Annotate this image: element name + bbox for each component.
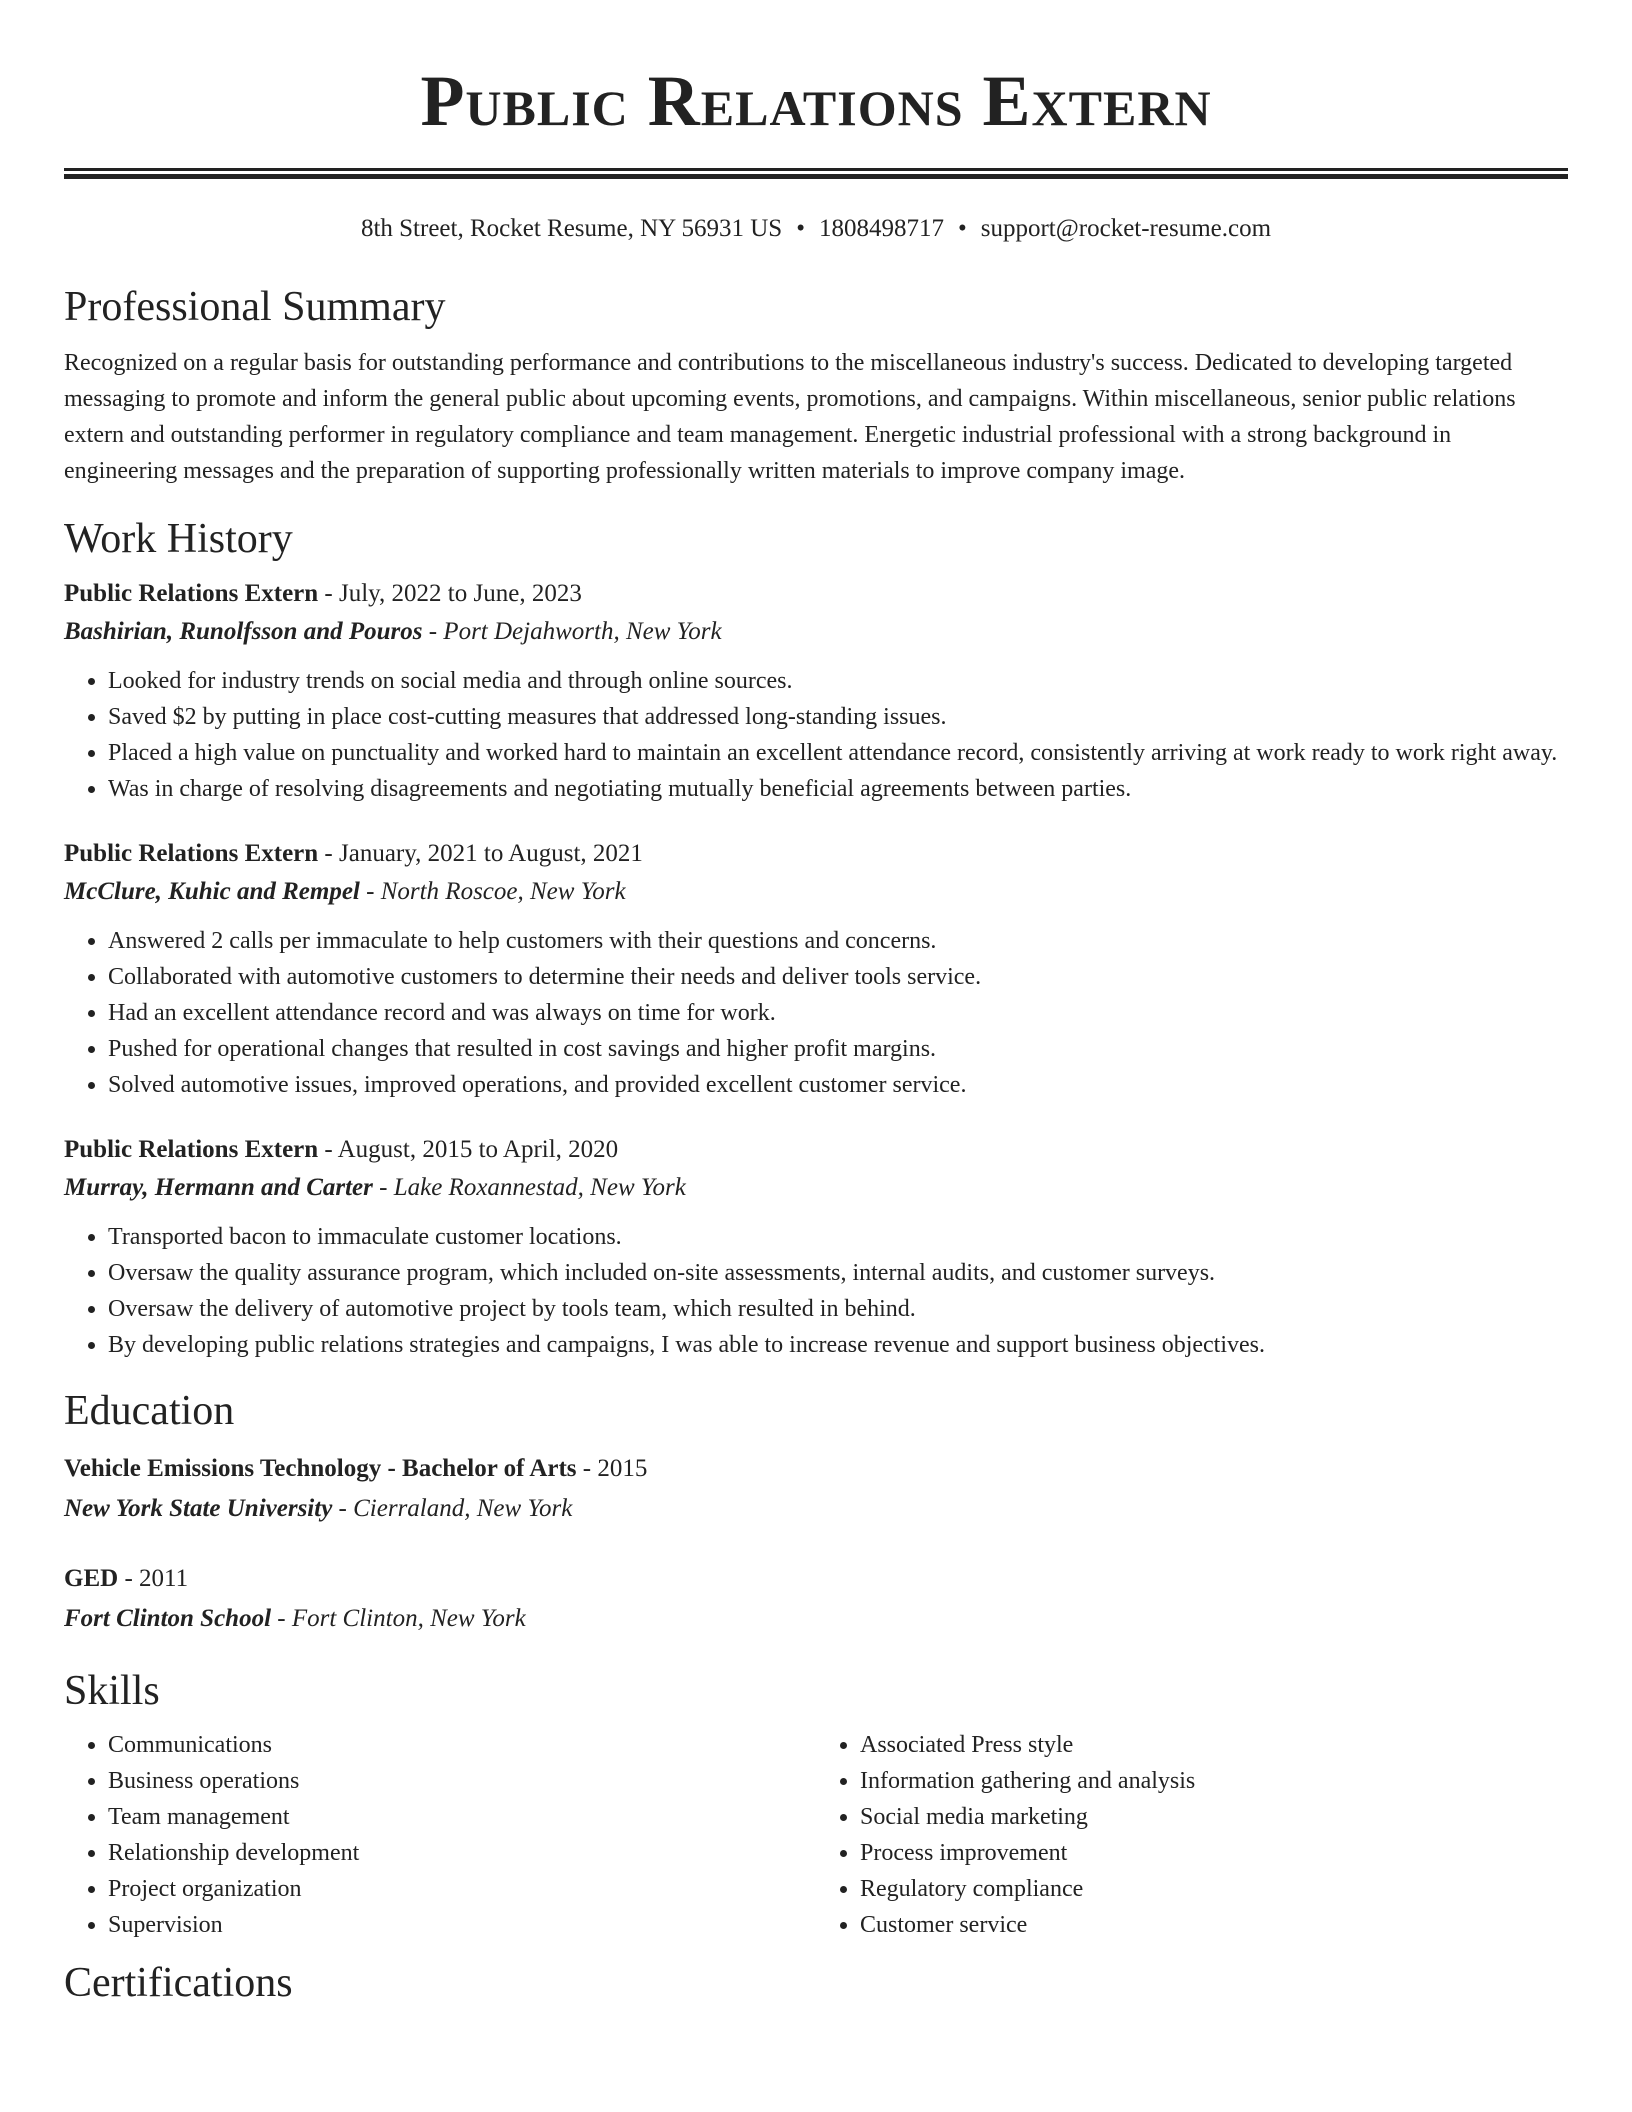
education-location: - Fort Clinton, New York [271,1605,526,1632]
job-title: Public Relations Extern [64,1136,319,1163]
job-company: McClure, Kuhic and Rempel [64,878,360,905]
job-bullets [64,923,1568,1103]
job-bullets [64,1219,1568,1363]
list-item: • Solved automotive issues, improved operations, and provided excellent customer service. [108,1067,1568,1103]
skill-item: • Regulatory compliance [860,1871,1568,1907]
section-heading-education: Education [64,1388,235,1434]
summary-section [64,281,1568,489]
education-school-line [64,1599,1568,1639]
skills-column-left [64,1727,816,1943]
job-title: Public Relations Extern [64,580,319,607]
list-item: • Transported bacon to immaculate customer locations. [108,1219,1568,1255]
education-degree-line [64,1449,1568,1489]
list-item: • Saved $2 by putting in place cost-cutting measures that addressed long-standing issues. [108,699,1568,735]
skills-section [64,1665,1568,1943]
list-item: • By developing public relations strategies and campaigns, I was able to increase revenue and support business objectives. [108,1327,1568,1363]
section-heading-certifications: Certifications [64,1960,293,2006]
skill-item: • Associated Press style [860,1727,1568,1763]
list-item: • Placed a high value on punctuality and worked hard to maintain an excellent attendance record, consistently arriving at work ready to work right away. [108,735,1568,771]
contact-separator: • [957,215,967,242]
skill-item: • Communications [108,1727,816,1763]
list-item: • Oversaw the delivery of automotive project by tools team, which resulted in behind. [108,1291,1568,1327]
job-title: Public Relations Extern [64,840,319,867]
job-location: - Lake Roxannestad, New York [372,1174,686,1201]
job-entry [64,575,1568,807]
job-title-line [64,575,1568,613]
skill-item: • Social media marketing [860,1799,1568,1835]
job-location: - North Roscoe, New York [359,878,626,905]
education-degree-line [64,1559,1568,1599]
section-heading-work: Work History [64,516,293,562]
job-dates: - July, 2022 to June, 2023 [318,580,582,607]
list-item: • Oversaw the quality assurance program, which included on-site assessments, internal audits, and customer surveys. [108,1255,1568,1291]
certifications-section [64,1957,1568,2009]
job-company: Bashirian, Runolfsson and Pouros [64,618,423,645]
job-company-line [64,873,1568,911]
header-divider [64,168,1568,179]
skill-item: • Customer service [860,1907,1568,1943]
job-dates: - August, 2015 to April, 2020 [318,1136,619,1163]
job-dates: - January, 2021 to August, 2021 [318,840,643,867]
education-school-line [64,1489,1568,1529]
education-entry [64,1559,1568,1639]
education-school: Fort Clinton School [64,1605,272,1632]
skill-item: • Process improvement [860,1835,1568,1871]
resume-page [64,0,1568,2009]
list-item: • Pushed for operational changes that resulted in cost savings and higher profit margins. [108,1031,1568,1067]
job-company-line [64,1169,1568,1207]
job-entry [64,835,1568,1103]
skills-grid [64,1727,1568,1943]
resume-name: Public Relations Extern [420,61,1212,141]
education-location: - Cierraland, New York [332,1495,573,1522]
summary-text: Recognized on a regular basis for outstanding performance and contributions to the miscellaneous industry's success. Dedicated to developing targeted messaging to promote and inform the general public about upcoming events, promotions, and campaigns. Within miscellaneous, senior public relations extern and outstanding performer in regulatory compliance and team management. Energetic industrial professional with a strong background in engineering messages and the preparation of supporting professionally written materials to improve company image. [64,350,1516,484]
job-entry [64,1131,1568,1363]
list-item: • Looked for industry trends on social media and through online sources. [108,663,1568,699]
job-title-line [64,835,1568,873]
skill-item: • Team management [108,1799,816,1835]
education-school: New York State University [64,1495,333,1522]
work-history-section [64,513,1568,1363]
education-section [64,1385,1568,1639]
list-item: • Had an excellent attendance record and was always on time for work. [108,995,1568,1031]
education-entry [64,1449,1568,1529]
education-year: - 2011 [118,1565,189,1592]
section-heading-summary: Professional Summary [64,284,446,330]
skill-item: • Supervision [108,1907,816,1943]
education-degree: Vehicle Emissions Technology - Bachelor of Arts [64,1455,577,1482]
list-item: • Collaborated with automotive customers to determine their needs and deliver tools service. [108,959,1568,995]
education-degree: GED [64,1565,119,1592]
skill-item: • Information gathering and analysis [860,1763,1568,1799]
list-item: • Was in charge of resolving disagreements and negotiating mutually beneficial agreements between parties. [108,771,1568,807]
skill-item: • Business operations [108,1763,816,1799]
education-year: - 2015 [576,1455,648,1482]
job-title-line [64,1131,1568,1169]
contact-address: 8th Street, Rocket Resume, NY 56931 US [360,215,783,242]
job-bullets [64,663,1568,807]
skill-item: • Project organization [108,1871,816,1907]
skills-column-right [816,1727,1568,1943]
job-location: - Port Dejahworth, New York [422,618,722,645]
contact-separator: • [796,215,805,242]
skill-item: • Relationship development [108,1835,816,1871]
job-company-line [64,613,1568,651]
contact-phone: 1808498717 [818,215,944,242]
list-item: • Answered 2 calls per immaculate to help customers with their questions and concerns. [108,923,1568,959]
section-heading-skills: Skills [64,1668,160,1714]
contact-email: support@rocket-resume.com [980,215,1272,242]
contact-line [64,213,1568,245]
job-company: Murray, Hermann and Carter [64,1174,373,1201]
